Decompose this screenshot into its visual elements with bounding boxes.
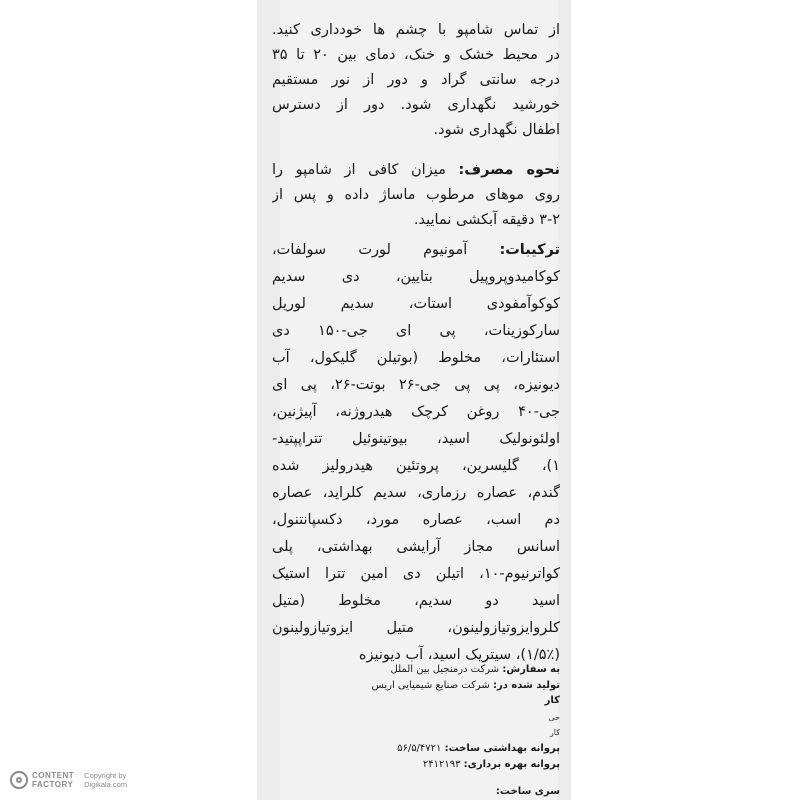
order-by bbox=[272, 663, 560, 677]
health-license bbox=[272, 742, 560, 756]
ingredients-line: دم اسب، عصاره مورد، دکسپانتنول، bbox=[272, 512, 560, 528]
ingredients-line: سارکوزینات، پی ای جی-۱۵۰ دی bbox=[272, 323, 560, 339]
ingredients-line: جی-۴۰ روغن کرچک هیدروژنه، آپیژنین، bbox=[272, 404, 560, 420]
ingredients-line: اسانس مجاز آرایشی بهداشتی، پلی bbox=[272, 539, 560, 555]
extra-line: حی bbox=[548, 713, 560, 722]
usage-text: میزان کافی از شامپو را bbox=[272, 162, 446, 178]
series-label: سری ساخت: bbox=[495, 786, 560, 797]
logo-text bbox=[32, 771, 74, 789]
ingredients-first-line bbox=[272, 238, 560, 263]
copyright bbox=[84, 771, 127, 789]
order-value: شرکت درمنجیل بین الملل bbox=[390, 664, 500, 675]
extra-text: کار bbox=[544, 695, 560, 706]
ingredients-line: گندم، عصاره رزماری، سدیم کلراید، عصاره bbox=[272, 485, 560, 501]
ingredients-text: آمونیوم لورت سولفات، bbox=[272, 242, 468, 258]
extra-line bbox=[272, 694, 560, 708]
ingredients-line: اولئونولیک اسید، بیوتینوئیل تتراپپتید- bbox=[272, 431, 560, 447]
warning-line: از تماس شامپو با چشم ها خودداری کنید. bbox=[272, 22, 560, 38]
ingredients-line: کواترنیوم-۱۰، اتیلن دی امین تترا استیک bbox=[272, 566, 560, 582]
warning-line: در محیط خشک و خنک، دمای بین ۲۰ تا ۳۵ bbox=[272, 47, 560, 63]
warning-line: خورشید نگهداری شود. دور از دسترس bbox=[272, 97, 560, 113]
logo-line: CONTENT bbox=[32, 771, 75, 780]
ingredients-line: اسید دو سدیم، مخلوط (متیل bbox=[272, 593, 560, 609]
ingredients-line: کوکامیدوپروپیل بتایین، دی سدیم bbox=[272, 269, 560, 285]
extra-line: کار bbox=[549, 728, 560, 737]
content-factory-logo bbox=[10, 768, 127, 792]
warning-line: اطفال نگهداری شود. bbox=[433, 122, 560, 138]
ingredients-line: استئارات، مخلوط (بوتیلن گلیکول، آب bbox=[272, 350, 560, 366]
usage-line: روی موهای مرطوب ماساژ داده و پس از bbox=[272, 187, 560, 203]
ingredients-line: دیونیزه، پی پی جی-۲۶ بوتت-۲۶، پی ای bbox=[272, 377, 560, 393]
content-factory-icon bbox=[10, 771, 28, 789]
ingredients-line: (۱/۵٪)، سیتریک اسید، آب دیونیزه bbox=[358, 647, 560, 663]
op-license-value: ۲۴۱۲۱۹۳ bbox=[422, 759, 461, 770]
ingredients-line: کوکوآمفودی استات، سدیم لوریل bbox=[272, 296, 560, 312]
copyright-line: Digikala.com bbox=[84, 780, 128, 789]
made-label: تولید شده در: bbox=[492, 680, 560, 691]
ingredients-line: کلروایزوتیازولینون، متیل ایزوتیازولینون bbox=[272, 620, 560, 636]
license-value: ۵۶/۵/۴۷۲۱ bbox=[397, 743, 442, 754]
logo-line: FACTORY bbox=[32, 780, 74, 789]
usage-line: ۳-۲ دقیقه آبکشی نمایید. bbox=[413, 212, 560, 228]
usage-first-line bbox=[272, 158, 560, 183]
license-label: پروانه بهداشتی ساخت: bbox=[444, 743, 560, 754]
ingredients-line: ۱)، گلیسرین، پروتئین هیدرولیز شده bbox=[272, 458, 560, 474]
made-in bbox=[272, 679, 560, 693]
batch-series bbox=[272, 785, 560, 799]
usage-heading: نحوه مصرف: bbox=[458, 162, 560, 178]
op-license-label: پروانه بهره برداری: bbox=[463, 759, 560, 770]
warning-line: درجه سانتی گراد و دور از نور مستقیم bbox=[272, 72, 560, 88]
operation-license bbox=[272, 758, 560, 772]
order-label: به سفارش: bbox=[502, 664, 560, 675]
made-value: شرکت صنایع شیمیایی اریس bbox=[371, 680, 490, 691]
ingredients-heading: ترکیبات: bbox=[499, 242, 560, 258]
copyright-line: Copyright by bbox=[84, 771, 127, 780]
